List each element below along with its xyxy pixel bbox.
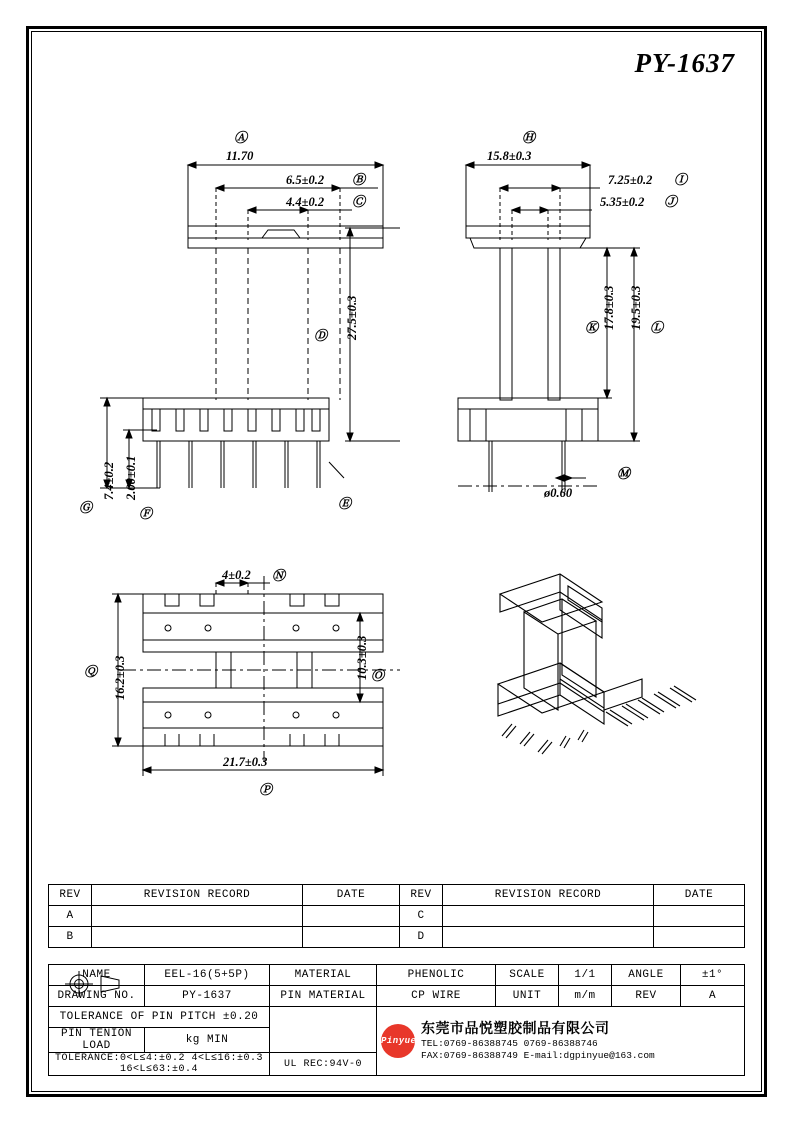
spec-row-drawing-no [49,986,745,1007]
balloon-l: Ⓛ [650,320,664,335]
company-cell [377,1007,745,1076]
record-header-left: REVISION RECORD [92,885,303,906]
balloon-h: Ⓗ [522,130,536,145]
table-row [49,927,745,948]
balloon-n: Ⓝ [272,568,286,583]
company-name: 东莞市品悦塑胶制品有限公司 [421,1020,610,1037]
dim-f-value: 2.00±0.1 [124,455,138,500]
projection-symbol-cell [270,1007,377,1053]
balloon-f: Ⓕ [139,506,153,521]
dim-d-value: 27.5±0.3 [345,295,359,340]
date-right-c [654,906,745,927]
dim-o-value: 10.3±0.3 [355,635,369,680]
company-tel: TEL:0769-86388745 0769-86388746 [421,1037,598,1049]
balloon-p: Ⓟ [259,782,273,797]
dim-n-value: 4±0.2 [222,568,251,582]
material-value: PHENOLIC [377,965,496,986]
name-label: NAME [49,965,145,986]
balloon-k: Ⓚ [585,320,599,335]
pin-material-value: CP WIRE [377,986,496,1007]
balloon-d: Ⓓ [314,328,328,343]
drawing-no-value: PY-1637 [145,986,270,1007]
rev-header-right: REV [400,885,443,906]
balloon-c: Ⓒ [352,194,366,209]
dim-l-value: 19.5±0.3 [629,285,643,330]
rev-header-left: REV [49,885,92,906]
dim-p-value: 21.7±0.3 [223,755,268,769]
date-left-b [303,927,400,948]
balloon-m: Ⓜ [617,466,631,481]
date-header-right: DATE [654,885,745,906]
date-left-a [303,906,400,927]
balloon-b: Ⓑ [352,172,366,187]
record-left-b [92,927,303,948]
pin-material-label: PIN MATERIAL [270,986,377,1007]
unit-label: UNIT [496,986,559,1007]
balloon-i: Ⓘ [674,172,688,187]
record-header-right: REVISION RECORD [443,885,654,906]
balloon-o: Ⓞ [371,668,385,683]
ul-rec-value: UL REC:94V-0 [270,1053,377,1076]
rev-right-d: D [400,927,443,948]
pin-tension-unit: kg MIN [145,1028,270,1053]
part-number-title: PY-1637 [634,48,735,78]
spec-row-name [49,965,745,986]
record-right-d [443,927,654,948]
balloon-j: Ⓙ [664,194,678,209]
revision-table [48,884,745,948]
balloon-q: Ⓠ [84,664,98,679]
dim-c-value: 4.4±0.2 [286,195,325,209]
angle-value: ±1° [681,965,745,986]
revision-header-row [49,885,745,906]
spec-row-pin-pitch [49,1007,745,1028]
drawing-no-label: DRAWING NO. [49,986,145,1007]
dim-j-value: 5.35±0.2 [600,195,645,209]
scale-value: 1/1 [559,965,612,986]
pin-tension-label: PIN TENION LOAD [49,1028,145,1053]
rev-label: REV [612,986,681,1007]
first-angle-projection-icon [49,965,145,1003]
date-right-d [654,927,745,948]
rev-right-c: C [400,906,443,927]
record-left-a [92,906,303,927]
rev-left-a: A [49,906,92,927]
dim-i-value: 7.25±0.2 [608,173,653,187]
tolerance-pin-pitch: TOLERANCE OF PIN PITCH ±0.20 [49,1007,270,1028]
dim-g-value: 7.4±0.2 [102,461,116,500]
balloon-a: Ⓐ [234,130,248,145]
rev-value: A [681,986,745,1007]
unit-value: m/m [559,986,612,1007]
rev-left-b: B [49,927,92,948]
pinyue-logo-icon: Pinyue [381,1024,415,1058]
scale-label: SCALE [496,965,559,986]
table-row [49,906,745,927]
dim-a-value: 11.70 [226,149,254,163]
dim-b-value: 6.5±0.2 [286,173,325,187]
balloon-e: Ⓔ [338,496,352,511]
record-right-c [443,906,654,927]
dim-q-value: 16.2±0.3 [113,655,127,700]
dim-m-value: ø0.60 [544,486,573,500]
dim-k-value: 17.8±0.3 [602,285,616,330]
balloon-g: Ⓖ [79,500,93,515]
tolerance-note: TOLERANCE:0<L≤4:±0.2 4<L≤16:±0.3 16<L≤63:±0.4 [49,1053,270,1076]
material-label: MATERIAL [270,965,377,986]
date-header-left: DATE [303,885,400,906]
company-fax-email: FAX:0769-86388749 E-mail:dgpinyue@163.com [421,1049,655,1061]
dim-h-value: 15.8±0.3 [487,149,532,163]
angle-label: ANGLE [612,965,681,986]
title-block-table [48,964,745,1076]
name-value: EEL-16(5+5P) [145,965,270,986]
